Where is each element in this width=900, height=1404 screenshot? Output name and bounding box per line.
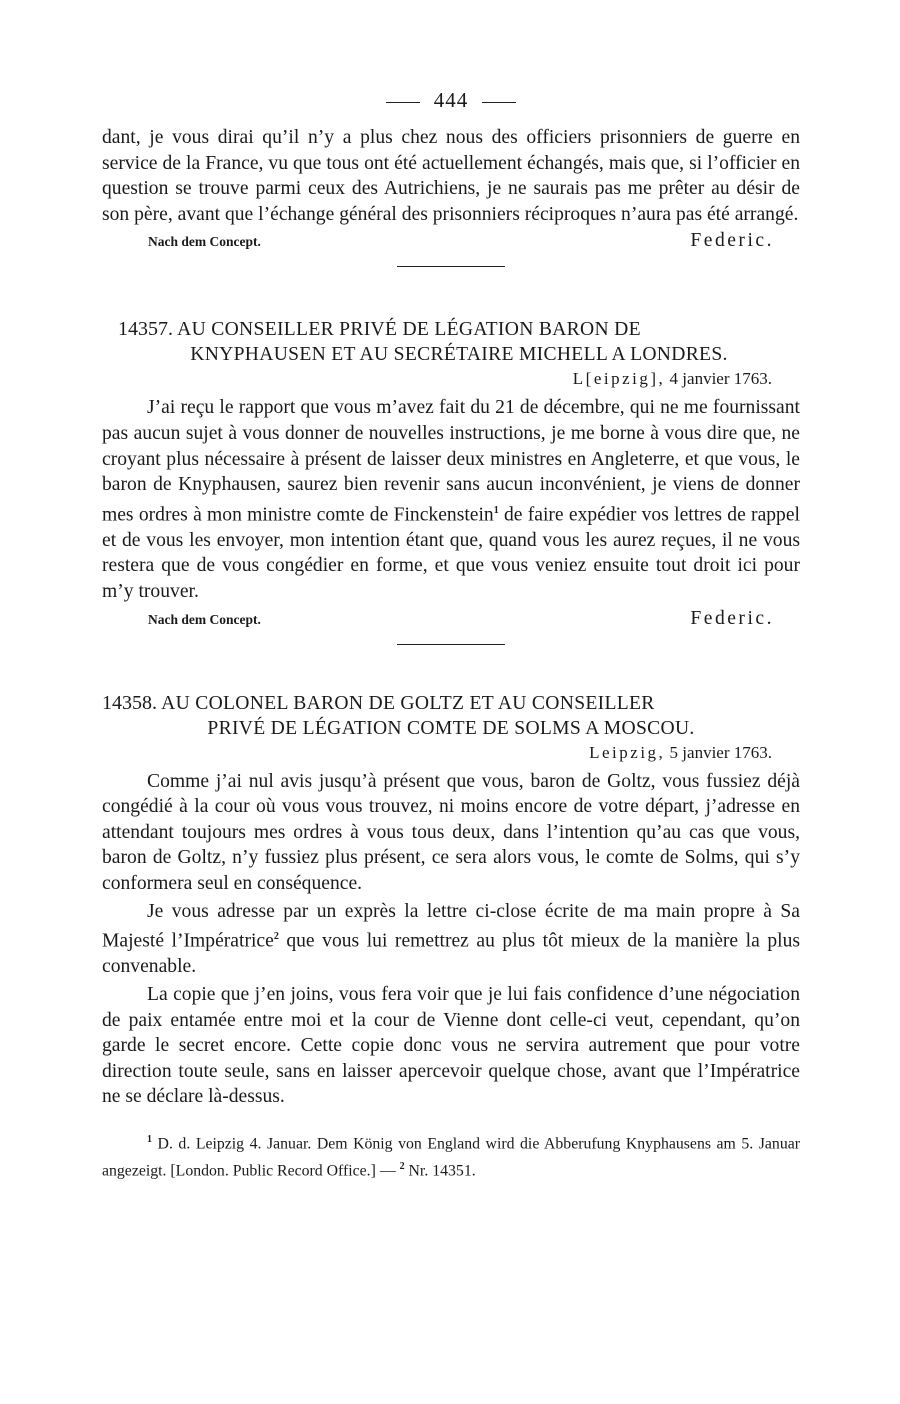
letter-title-line2: KNYPHAUSEN ET AU SECRÉTAIRE MICHELL A LONDRES. bbox=[190, 344, 728, 366]
page-number: 444 bbox=[102, 88, 800, 113]
dateline-place: Leipzig, bbox=[589, 742, 666, 762]
footnote-2-text: Nr. 14351. bbox=[404, 1162, 476, 1180]
source-note: Nach dem Concept. bbox=[148, 611, 261, 627]
dateline-date: 4 janvier 1763. bbox=[669, 369, 772, 389]
source-note: Nach dem Concept. bbox=[148, 234, 261, 250]
footnote-ref-2: 2 bbox=[273, 931, 279, 943]
letter-title-line1: AU CONSEILLER PRIVÉ DE LÉGATION BARON DE bbox=[177, 319, 641, 341]
letter-14357-heading bbox=[102, 317, 800, 367]
footnotes bbox=[102, 1128, 800, 1183]
page-number-dash-left bbox=[386, 102, 420, 103]
continuation-paragraph: dant, je vous dirai qu’il n’y a plus chez nous des officiers prisonniers de guerre en service de la France, vu que tous ont été actuellement échangés, mais que, si l’officier en question se trouve parmi ceux des Autrichiens, je ne saurais pas me prêter au désir de son père, avant que l’échange général des prisonniers réciproques n’aura pas été arrangé. bbox=[102, 127, 800, 225]
letter-14358-paragraph-3: La copie que j’en joins, vous fera voir que je lui fais confidence d’une négociation de paix entamée entre moi et la cour de Vienne dont celle-ci veut, cependant, qu’on garde le secret encore. Cette copie donc vous ne servira autrement que pour votre direction toute seule, sans en laisser apercevoir quelque chose, avant que l’Impératrice ne se déclare là-dessus. bbox=[102, 983, 800, 1108]
letter-14358-heading bbox=[102, 691, 800, 741]
letter-title-line2: PRIVÉ DE LÉGATION COMTE DE SOLMS A MOSCOU. bbox=[207, 717, 695, 739]
section-divider bbox=[397, 266, 505, 267]
letter-14358-paragraph-1: Comme j’ai nul avis jusqu’à présent que vous, baron de Goltz, vous fussiez déjà congédié à la cour où vous vous trouvez, ni moins encore de votre départ, j’adresse en attendant toujours mes ordres à vous tous deux, dans l’intention qu’au cas que vous, baron de Goltz, n’y fussiez plus présent, ce sera alors vous, le comte de Solms, qui s’y conformera seul en conséquence. bbox=[102, 770, 800, 895]
letter-14357-body: J’ai reçu le rapport que vous m’avez fait du 21 de décembre, qui ne me fournissant pas aucun sujet à vous donner de nouvelles instructions, je me borne à vous dire que, ne croyant plus nécessaire à présent de laisser deux ministres en Angleterre, et que vous, le baron de Knyphausen, saurez bien revenir sans aucun inconvénient, je viens de donner mes ordres à mon ministre comte de Finckenstein$^1$ de faire expédier vos lettres de rappel et de vous les envoyer, mon intention étant que, quand vous les aurez reçues, il ne vous restera que de vous congédier en forme, et que vous veniez ensuite tout droit ici pour m’y trouver. bbox=[102, 397, 800, 603]
dateline-place: L[eipzig], bbox=[572, 369, 666, 389]
signature: Federic. bbox=[690, 230, 774, 252]
signature: Federic. bbox=[690, 607, 774, 629]
page-number-dash-right bbox=[482, 102, 516, 103]
letter-14357-signature-row bbox=[102, 608, 800, 630]
letter-number: 14358. bbox=[102, 691, 157, 714]
letter-14358-dateline bbox=[102, 743, 800, 763]
letter-14357-dateline bbox=[102, 369, 800, 389]
document-page bbox=[102, 88, 800, 1182]
footnote-1-text: D. d. Leipzig 4. Januar. Dem König von England wird die Abberufung Knyphausens am 5. Januar angezeigt. [London. Public Record Office.] — bbox=[102, 1135, 800, 1180]
dateline-date: 5 janvier 1763. bbox=[669, 742, 772, 762]
letter-14358-paragraph-2: Je vous adresse par un exprès la lettre ci-close écrite de ma main propre à Sa Majesté l’Impératrice$^2$ que vous lui remettrez au plus tôt mieux de la manière la plus convenable. bbox=[102, 900, 800, 978]
continuation-signature-row bbox=[102, 230, 800, 252]
footnote-mark-2: 2 bbox=[399, 1161, 405, 1173]
letter-number: 14357. bbox=[118, 318, 173, 341]
footnote-ref-1: 1 bbox=[493, 504, 499, 516]
section-divider bbox=[397, 644, 505, 645]
footnote-mark-1: 1 bbox=[147, 1133, 152, 1145]
letter-title-line1: AU COLONEL BARON DE GOLTZ ET AU CONSEILLER bbox=[161, 692, 655, 714]
